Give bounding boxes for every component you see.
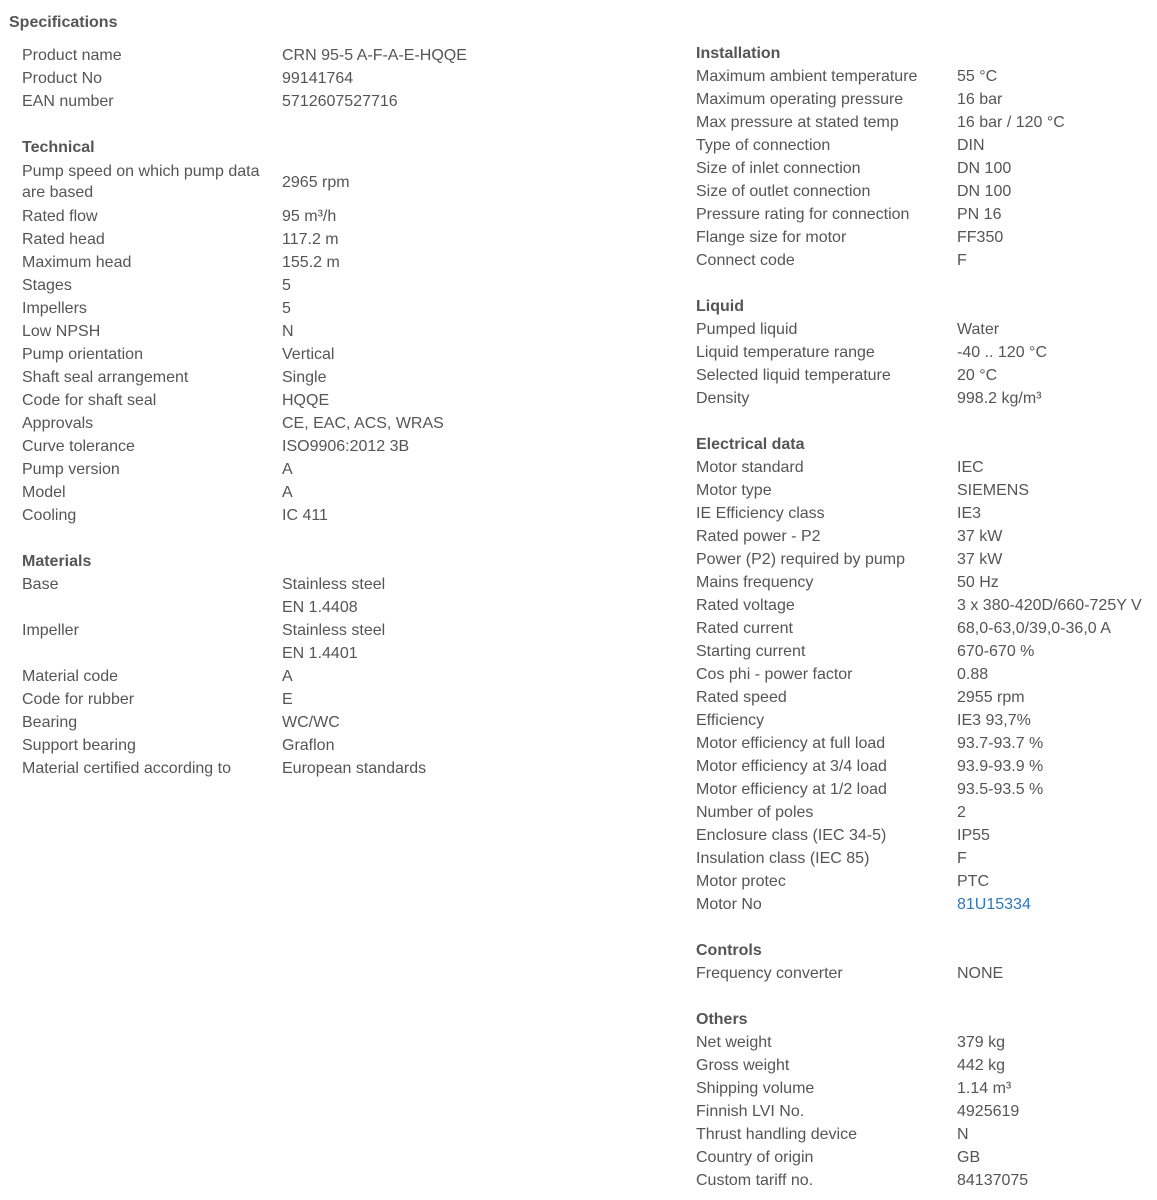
spec-value: 37 kW <box>957 528 1003 545</box>
spec-row <box>696 640 1156 663</box>
spec-value: 20 °C <box>957 367 998 384</box>
spec-label: Impeller <box>22 622 79 639</box>
spec-value: GB <box>957 1149 981 1166</box>
spec-row <box>22 297 662 320</box>
spec-label: Custom tariff no. <box>696 1172 814 1189</box>
spec-value: 2 <box>957 804 966 821</box>
spec-row <box>696 801 1156 824</box>
spec-label: Code for rubber <box>22 691 135 708</box>
spec-value: IEC <box>957 459 984 476</box>
spec-value: SIEMENS <box>957 482 1030 499</box>
spec-value: HQQE <box>282 392 330 409</box>
spec-value: 68,0-63,0/39,0-36,0 A <box>957 620 1111 637</box>
spec-value: N <box>957 1126 969 1143</box>
spec-label: Size of inlet connection <box>696 160 861 177</box>
section-title: Electrical data <box>696 436 805 453</box>
spec-row <box>696 180 1156 203</box>
spec-label: Rated voltage <box>696 597 795 614</box>
spec-row <box>696 870 1156 893</box>
spec-value: PTC <box>957 873 989 890</box>
spec-label: Gross weight <box>696 1057 790 1074</box>
spec-label: Insulation class (IEC 85) <box>696 850 870 867</box>
spec-row <box>696 157 1156 180</box>
others-section <box>696 1008 1156 1192</box>
spec-label: Motor protec <box>696 873 786 890</box>
spec-value: Water <box>957 321 1000 338</box>
spec-label: Maximum head <box>22 254 132 271</box>
spec-value: 379 kg <box>957 1034 1006 1051</box>
spec-row <box>696 1031 1156 1054</box>
spec-row <box>696 387 1156 410</box>
spec-label: Cooling <box>22 507 77 524</box>
spec-value: Vertical <box>282 346 335 363</box>
spec-value: Single <box>282 369 327 386</box>
spec-row <box>22 734 662 757</box>
spec-label: Type of connection <box>696 137 831 154</box>
spec-label: Pump orientation <box>22 346 143 363</box>
spec-value: 55 °C <box>957 68 998 85</box>
spec-label: Rated power - P2 <box>696 528 821 545</box>
spec-label: Product name <box>22 47 122 64</box>
spec-label: Motor efficiency at 1/2 load <box>696 781 887 798</box>
spec-value: DN 100 <box>957 160 1012 177</box>
section-title: Liquid <box>696 298 744 315</box>
spec-value: 0.88 <box>957 666 989 683</box>
spec-value: 95 m³/h <box>282 208 337 225</box>
spec-label: Power (P2) required by pump <box>696 551 905 568</box>
spec-label: Shaft seal arrangement <box>22 369 189 386</box>
spec-row <box>696 1169 1156 1192</box>
spec-value: 2965 rpm <box>282 173 350 191</box>
spec-row <box>696 847 1156 870</box>
spec-label: Country of origin <box>696 1149 814 1166</box>
spec-row <box>696 663 1156 686</box>
section-title: Installation <box>696 45 781 62</box>
spec-value: PN 16 <box>957 206 1002 223</box>
spec-row <box>696 778 1156 801</box>
spec-label: Support bearing <box>22 737 136 754</box>
section-title: Materials <box>22 553 92 570</box>
spec-row <box>22 596 662 619</box>
spec-label: Motor efficiency at 3/4 load <box>696 758 887 775</box>
spec-value: European standards <box>282 760 427 777</box>
spec-label: Approvals <box>22 415 94 432</box>
spec-label: Pump speed on which pump data are based <box>22 163 260 201</box>
spec-row <box>696 1123 1156 1146</box>
spec-row <box>22 228 662 251</box>
spec-row <box>22 67 662 90</box>
spec-row <box>696 732 1156 755</box>
spec-value: DN 100 <box>957 183 1012 200</box>
spec-row <box>696 617 1156 640</box>
spec-row <box>696 548 1156 571</box>
spec-row <box>696 456 1156 479</box>
spec-label: Shipping volume <box>696 1080 815 1097</box>
spec-row <box>22 665 662 688</box>
spec-value: F <box>957 252 967 269</box>
spec-row <box>696 318 1156 341</box>
spec-label: Number of poles <box>696 804 814 821</box>
spec-label: Pumped liquid <box>696 321 798 338</box>
controls-section <box>696 939 1156 985</box>
spec-value: 84137075 <box>957 1172 1029 1189</box>
spec-row <box>22 711 662 734</box>
spec-row <box>696 525 1156 548</box>
spec-row <box>696 824 1156 847</box>
spec-value: 93.7-93.7 % <box>957 735 1044 752</box>
spec-label: Rated head <box>22 231 105 248</box>
spec-row <box>696 88 1156 111</box>
spec-label: Motor No <box>696 896 762 913</box>
liquid-section <box>696 295 1156 410</box>
spec-row <box>696 962 1156 985</box>
spec-row <box>696 341 1156 364</box>
electrical-section <box>696 433 1156 916</box>
spec-value: 50 Hz <box>957 574 999 591</box>
section-title: Others <box>696 1011 748 1028</box>
spec-label: Code for shaft seal <box>22 392 157 409</box>
spec-row <box>22 251 662 274</box>
spec-label: IE Efficiency class <box>696 505 825 522</box>
spec-row <box>696 111 1156 134</box>
spec-label: Max pressure at stated temp <box>696 114 899 131</box>
spec-value: 670-670 % <box>957 643 1035 660</box>
spec-label: Selected liquid temperature <box>696 367 891 384</box>
spec-row <box>696 502 1156 525</box>
spec-row <box>22 274 662 297</box>
spec-label: Maximum ambient temperature <box>696 68 918 85</box>
spec-row <box>696 755 1156 778</box>
spec-value: 442 kg <box>957 1057 1006 1074</box>
spec-value: Graflon <box>282 737 335 754</box>
spec-value: NONE <box>957 965 1004 982</box>
spec-value: EN 1.4401 <box>282 645 358 662</box>
spec-value: IE3 <box>957 505 982 522</box>
spec-label: Connect code <box>696 252 795 269</box>
spec-label: Finnish LVI No. <box>696 1103 805 1120</box>
spec-row <box>22 90 662 113</box>
spec-value: Stainless steel <box>282 622 386 639</box>
spec-value: 1.14 m³ <box>957 1080 1012 1097</box>
spec-value: 5 <box>282 300 291 317</box>
spec-row <box>22 366 662 389</box>
spec-row <box>22 688 662 711</box>
spec-value: 37 kW <box>957 551 1003 568</box>
section-title: Controls <box>696 942 762 959</box>
spec-label: Frequency converter <box>696 965 843 982</box>
spec-row <box>696 203 1156 226</box>
spec-value: 16 bar <box>957 91 1003 108</box>
spec-label: Base <box>22 576 59 593</box>
spec-row <box>696 893 1156 916</box>
spec-label: Efficiency <box>696 712 765 729</box>
spec-label: Mains frequency <box>696 574 814 591</box>
spec-row <box>22 757 662 780</box>
spec-label: EAN number <box>22 93 114 110</box>
spec-value: IC 411 <box>282 507 328 524</box>
spec-row <box>22 343 662 366</box>
spec-label: Motor type <box>696 482 772 499</box>
spec-value: DIN <box>957 137 985 154</box>
spec-row <box>696 249 1156 272</box>
spec-label: Bearing <box>22 714 78 731</box>
spec-row <box>696 571 1156 594</box>
spec-value: WC/WC <box>282 714 340 731</box>
spec-row <box>22 619 662 642</box>
spec-value: A <box>282 484 293 501</box>
spec-label: Pump version <box>22 461 120 478</box>
materials-section <box>22 550 662 780</box>
spec-row <box>22 412 662 435</box>
spec-value: IP55 <box>957 827 990 844</box>
spec-row <box>22 481 662 504</box>
spec-value: IE3 93,7% <box>957 712 1031 729</box>
spec-value: E <box>282 691 293 708</box>
spec-value: 16 bar / 120 °C <box>957 114 1065 131</box>
spec-label: Product No <box>22 70 103 87</box>
spec-value: 93.9-93.9 % <box>957 758 1044 775</box>
spec-value: ISO9906:2012 3B <box>282 438 410 455</box>
spec-label: Curve tolerance <box>22 438 135 455</box>
spec-value: A <box>282 461 293 478</box>
page-title: Specifications <box>9 14 118 31</box>
spec-value: CRN 95-5 A-F-A-E-HQQE <box>282 47 467 64</box>
spec-label: Density <box>696 390 750 407</box>
spec-label: Pressure rating for connection <box>696 206 910 223</box>
spec-row <box>696 226 1156 249</box>
spec-value: FF350 <box>957 229 1004 246</box>
spec-label: Enclosure class (IEC 34-5) <box>696 827 887 844</box>
spec-value: EN 1.4408 <box>282 599 358 616</box>
spec-row <box>22 435 662 458</box>
spec-label: Thrust handling device <box>696 1126 857 1143</box>
spec-row <box>696 686 1156 709</box>
spec-value: 4925619 <box>957 1103 1020 1120</box>
spec-label: Maximum operating pressure <box>696 91 904 108</box>
spec-label: Size of outlet connection <box>696 183 871 200</box>
spec-label: Rated current <box>696 620 793 637</box>
spec-value: CE, EAC, ACS, WRAS <box>282 415 444 432</box>
spec-label: Material code <box>22 668 119 685</box>
spec-value: N <box>282 323 294 340</box>
spec-label: Low NPSH <box>22 323 101 340</box>
spec-row <box>696 1077 1156 1100</box>
spec-label: Impellers <box>22 300 87 317</box>
spec-row <box>22 389 662 412</box>
spec-value: 998.2 kg/m³ <box>957 390 1042 407</box>
spec-row <box>22 205 662 228</box>
spec-label: Stages <box>22 277 72 294</box>
spec-value: 155.2 m <box>282 254 340 271</box>
spec-value: -40 .. 120 °C <box>957 344 1047 361</box>
spec-label: Model <box>22 484 66 501</box>
spec-label: Motor standard <box>696 459 804 476</box>
spec-label: Cos phi - power factor <box>696 666 853 683</box>
spec-value: 93.5-93.5 % <box>957 781 1044 798</box>
installation-section <box>696 42 1156 272</box>
spec-label: Rated flow <box>22 208 98 225</box>
spec-row <box>22 44 662 67</box>
spec-value: 117.2 m <box>282 231 339 248</box>
spec-label: Liquid temperature range <box>696 344 875 361</box>
spec-value: F <box>957 850 967 867</box>
spec-value: 99141764 <box>282 70 354 87</box>
spec-row <box>696 1146 1156 1169</box>
spec-row <box>696 364 1156 387</box>
spec-label: Starting current <box>696 643 806 660</box>
spec-value: 3 x 380-420D/660-725Y V <box>957 597 1142 614</box>
spec-row <box>22 320 662 343</box>
spec-row <box>696 134 1156 157</box>
general-section <box>22 44 662 113</box>
spec-row <box>696 594 1156 617</box>
spec-label: Rated speed <box>696 689 787 706</box>
spec-value: A <box>282 668 293 685</box>
spec-value: Stainless steel <box>282 576 386 593</box>
spec-row <box>696 479 1156 502</box>
spec-row <box>696 65 1156 88</box>
spec-row <box>696 1100 1156 1123</box>
technical-section <box>22 136 662 527</box>
motor-no-link[interactable]: 81U15334 <box>957 896 1031 913</box>
spec-row <box>22 573 662 596</box>
spec-label: Material certified according to <box>22 760 231 777</box>
spec-value: 5712607527716 <box>282 93 398 110</box>
spec-value: 2955 rpm <box>957 689 1025 706</box>
right-column <box>696 42 1156 1192</box>
spec-value: 5 <box>282 277 291 294</box>
spec-row <box>22 458 662 481</box>
spec-row <box>22 642 662 665</box>
spec-label: Motor efficiency at full load <box>696 735 886 752</box>
spec-row <box>22 504 662 527</box>
spec-label: Net weight <box>696 1034 772 1051</box>
spec-row <box>696 1054 1156 1077</box>
spec-row <box>22 159 662 205</box>
spec-label: Flange size for motor <box>696 229 847 246</box>
left-column <box>22 44 662 780</box>
spec-row <box>696 709 1156 732</box>
section-title: Technical <box>22 139 95 156</box>
